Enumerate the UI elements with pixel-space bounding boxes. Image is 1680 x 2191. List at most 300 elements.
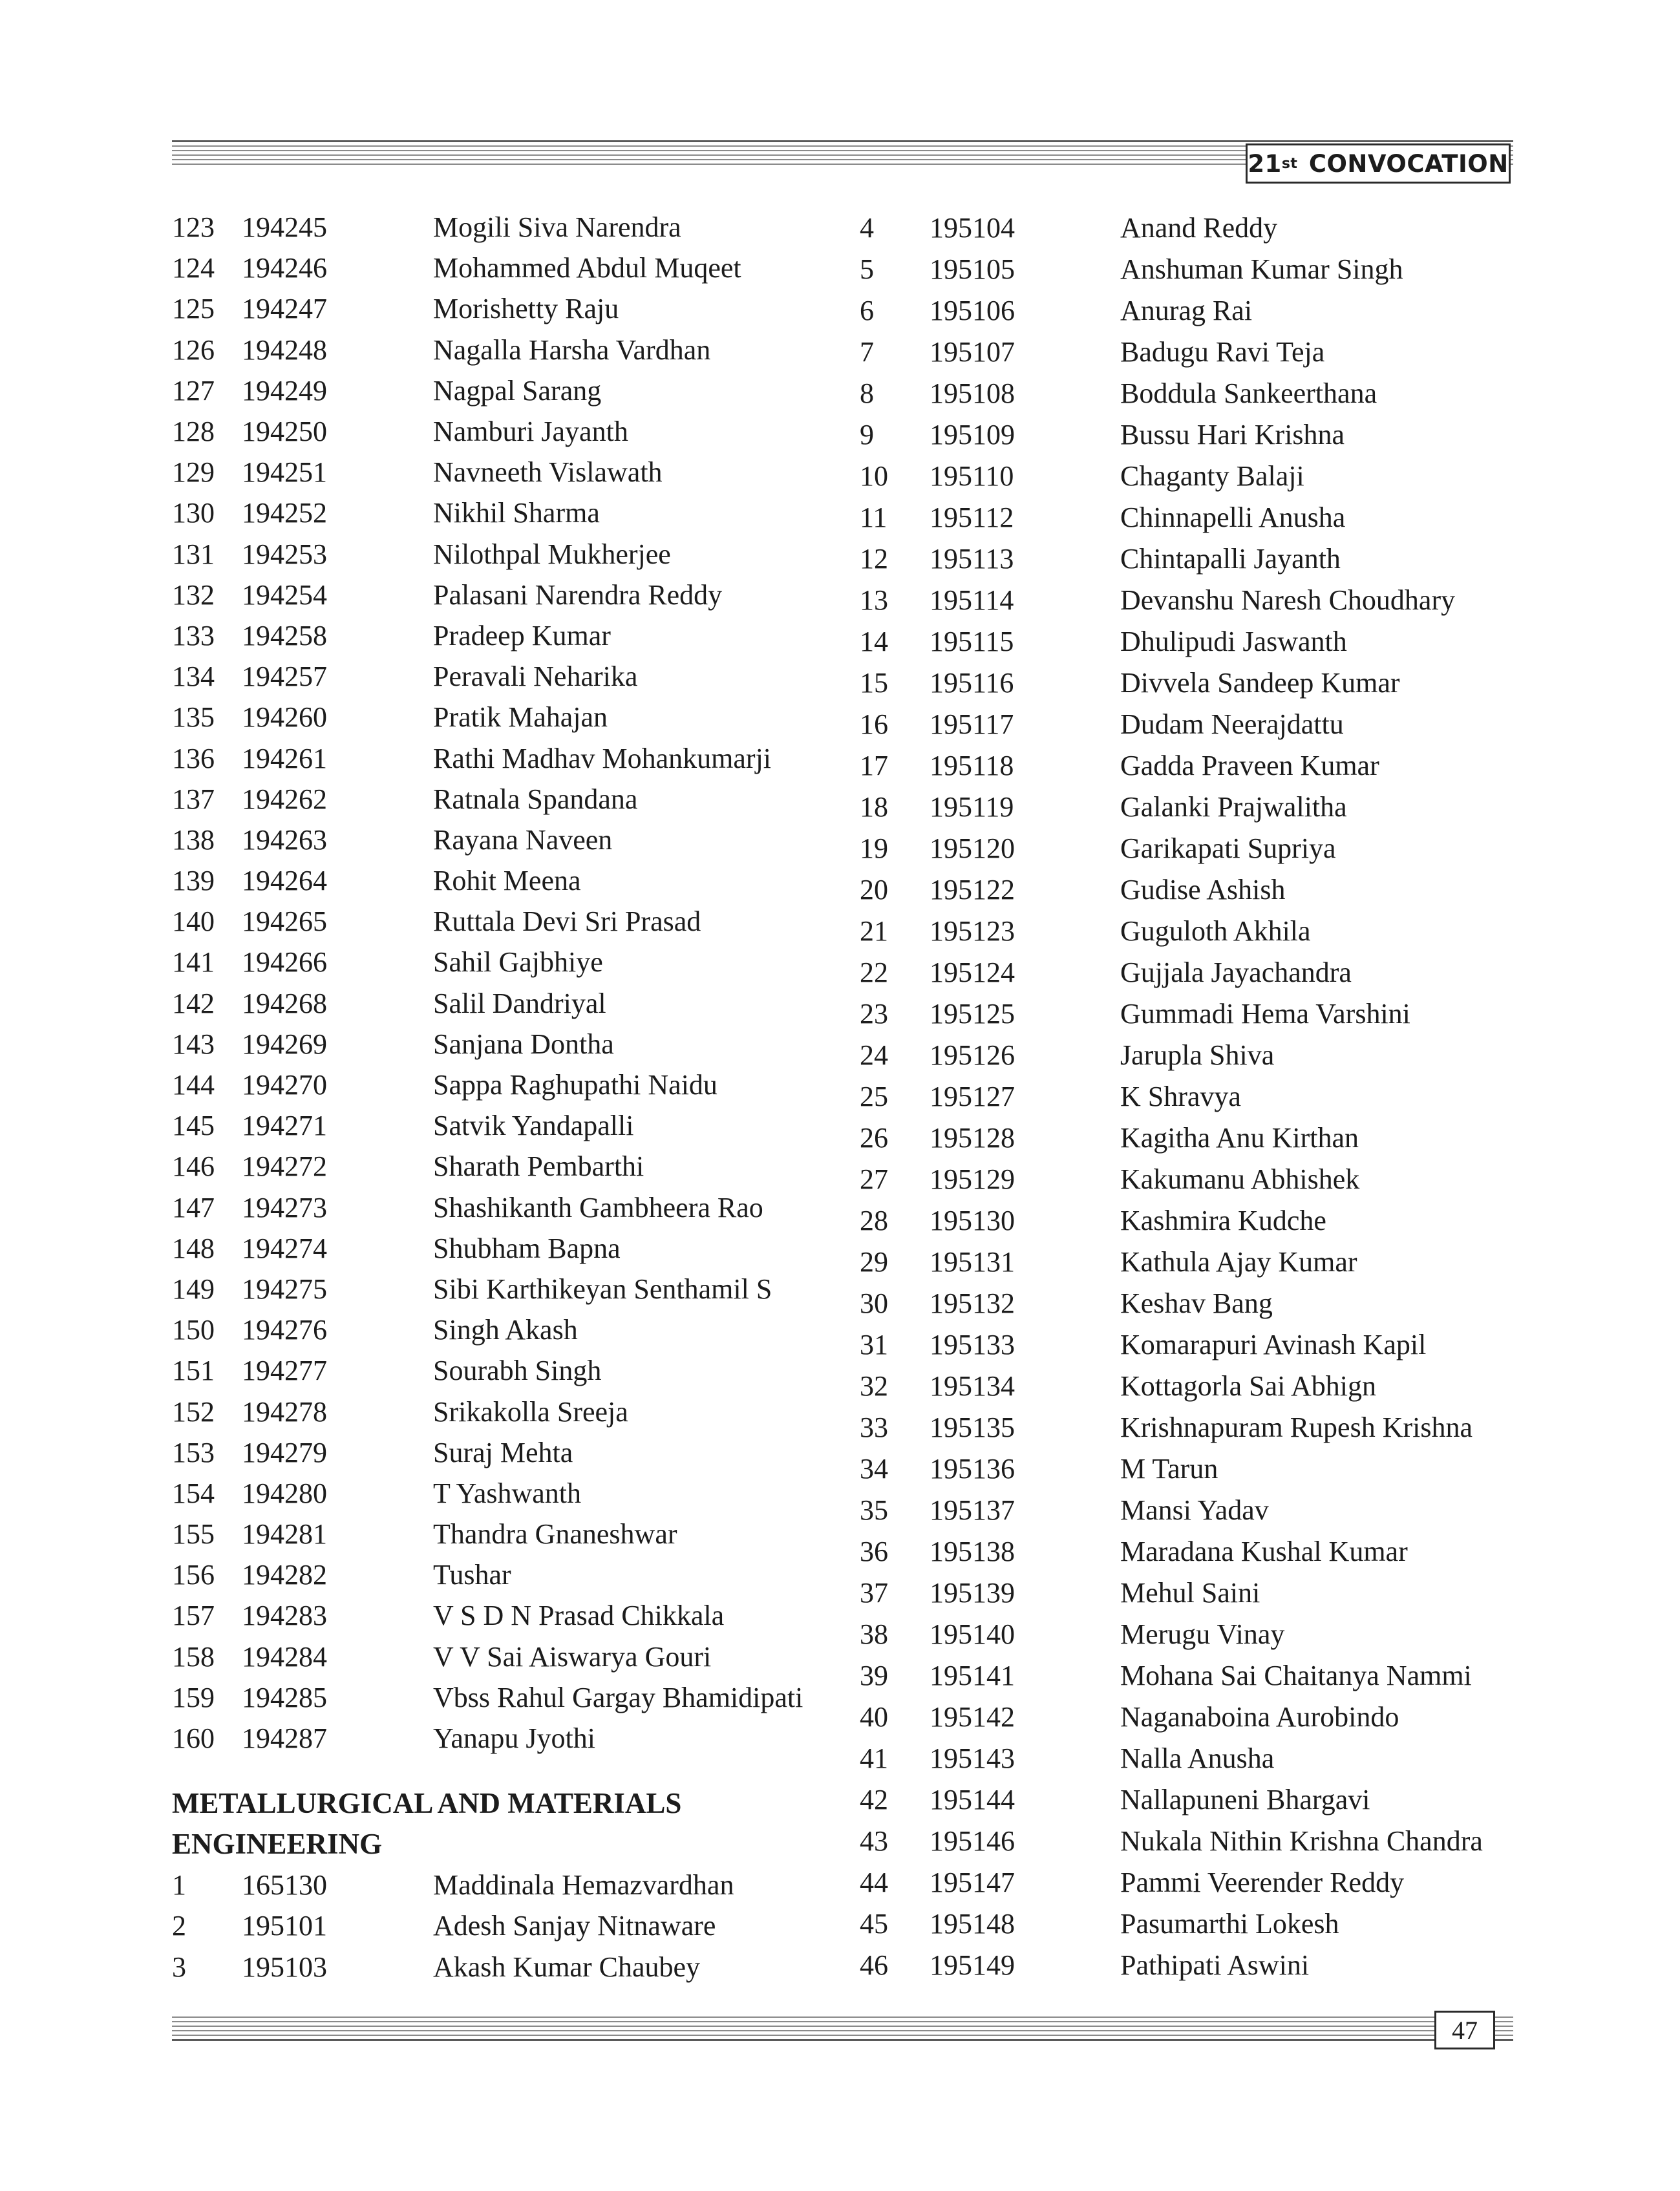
serial-number: 29	[860, 1245, 888, 1278]
roll-number: 194287	[242, 1722, 327, 1755]
student-name: Vbss Rahul Gargay Bhamidipati	[433, 1681, 803, 1713]
rule-line	[172, 2035, 1513, 2036]
serial-number: 153	[172, 1436, 215, 1468]
header-ordinal: 21	[1248, 149, 1282, 178]
serial-number: 16	[860, 708, 888, 740]
student-name: Devanshu Naresh Choudhary	[1120, 584, 1456, 616]
table-row	[860, 1282, 1519, 1324]
serial-number: 133	[172, 619, 215, 651]
roll-number: 195139	[930, 1576, 1015, 1609]
table-row	[860, 331, 1519, 372]
student-name: Chinnapelli Anusha	[1120, 501, 1346, 533]
serial-number: 14	[860, 625, 888, 657]
roll-number: 194261	[242, 742, 327, 774]
serial-number: 159	[172, 1681, 215, 1713]
serial-number: 43	[860, 1825, 888, 1857]
serial-number: 11	[860, 501, 888, 533]
roll-number: 195136	[930, 1452, 1015, 1485]
serial-number: 149	[172, 1273, 215, 1305]
rule-line	[172, 2016, 1513, 2018]
roll-number: 195130	[930, 1204, 1015, 1236]
serial-number: 125	[172, 293, 215, 325]
table-row	[860, 1655, 1519, 1696]
student-name: Mansi Yadav	[1120, 1494, 1269, 1526]
roll-number: 195146	[930, 1825, 1015, 1857]
table-row	[172, 1105, 831, 1146]
serial-number: 139	[172, 865, 215, 897]
student-name: Boddula Sankeerthana	[1120, 377, 1377, 409]
table-row	[860, 662, 1519, 703]
serial-number: 128	[172, 416, 215, 448]
roll-number: 195103	[242, 1951, 327, 1983]
roll-number: 195110	[930, 460, 1014, 492]
header-title: CONVOCATION	[1308, 149, 1509, 178]
roll-number: 194271	[242, 1110, 327, 1142]
table-row	[172, 288, 831, 329]
table-row	[860, 620, 1519, 662]
table-row	[172, 737, 831, 778]
table-row	[172, 1146, 831, 1187]
roll-number: 194269	[242, 1028, 327, 1060]
roll-number: 194262	[242, 783, 327, 815]
table-row	[172, 1269, 831, 1309]
roll-number: 194249	[242, 374, 327, 407]
serial-number: 35	[860, 1494, 888, 1526]
right-column	[860, 207, 1519, 1985]
roll-number: 194247	[242, 293, 327, 325]
roll-number: 195142	[930, 1700, 1015, 1733]
roll-number: 194273	[242, 1191, 327, 1223]
roll-number: 195134	[930, 1370, 1015, 1402]
student-name: Sibi Karthikeyan Senthamil S	[433, 1273, 772, 1305]
student-name: Chaganty Balaji	[1120, 460, 1304, 492]
student-name: Pammi Veerender Reddy	[1120, 1866, 1405, 1898]
student-name: Rathi Madhav Mohankumarji	[433, 742, 772, 774]
table-row	[172, 330, 831, 370]
table-row	[860, 1324, 1519, 1365]
serial-number: 127	[172, 374, 215, 407]
serial-number: 7	[860, 335, 874, 368]
roll-number: 195131	[930, 1245, 1015, 1278]
serial-number: 140	[172, 905, 215, 938]
student-name: Sahil Gajbhiye	[433, 946, 603, 979]
roll-number: 194252	[242, 497, 327, 529]
student-name: T Yashwanth	[433, 1477, 582, 1509]
roll-number: 195108	[930, 377, 1015, 409]
serial-number: 17	[860, 749, 888, 781]
roll-number: 195133	[930, 1328, 1015, 1360]
serial-number: 36	[860, 1535, 888, 1567]
roll-number: 195113	[930, 542, 1014, 575]
table-row	[860, 1779, 1519, 1820]
table-row	[860, 869, 1519, 910]
table-row	[860, 1820, 1519, 1861]
student-name: Kagitha Anu Kirthan	[1120, 1121, 1359, 1154]
student-name: Sappa Raghupathi Naidu	[433, 1069, 718, 1101]
serial-number: 141	[172, 946, 215, 979]
student-name: Gujjala Jayachandra	[1120, 956, 1352, 988]
serial-number: 25	[860, 1080, 888, 1112]
table-row	[860, 455, 1519, 496]
student-name: Rayana Naveen	[433, 823, 613, 856]
student-name: M Tarun	[1120, 1452, 1218, 1485]
student-name: Nalla Anusha	[1120, 1742, 1275, 1774]
roll-number: 194268	[242, 987, 327, 1019]
roll-number: 195144	[930, 1783, 1015, 1815]
table-row	[172, 370, 831, 411]
section-heading	[172, 1783, 831, 1865]
serial-number: 132	[172, 578, 215, 611]
roll-number: 195140	[930, 1618, 1015, 1650]
serial-number: 160	[172, 1722, 215, 1755]
serial-number: 44	[860, 1866, 888, 1898]
serial-number: 152	[172, 1395, 215, 1428]
roll-number: 194281	[242, 1518, 327, 1551]
serial-number: 126	[172, 333, 215, 366]
table-row	[172, 1024, 831, 1064]
table-row	[860, 1158, 1519, 1200]
section-heading-line2: ENGINEERING	[172, 1828, 383, 1861]
serial-number: 46	[860, 1949, 888, 1981]
student-name: Galanki Prajwalitha	[1120, 790, 1347, 823]
serial-number: 10	[860, 460, 888, 492]
serial-number: 24	[860, 1039, 888, 1071]
serial-number: 135	[172, 701, 215, 734]
serial-number: 34	[860, 1452, 888, 1485]
serial-number: 9	[860, 418, 874, 450]
table-row	[860, 1448, 1519, 1489]
roll-number: 195104	[930, 211, 1015, 244]
serial-number: 33	[860, 1411, 888, 1443]
serial-number: 151	[172, 1355, 215, 1387]
table-row	[172, 248, 831, 288]
table-row	[860, 910, 1519, 951]
serial-number: 28	[860, 1204, 888, 1236]
roll-number: 194265	[242, 905, 327, 938]
serial-number: 27	[860, 1163, 888, 1195]
roll-number: 194282	[242, 1559, 327, 1591]
serial-number: 12	[860, 542, 888, 575]
table-row	[860, 1365, 1519, 1406]
student-name: Singh Akash	[433, 1314, 578, 1346]
roll-number: 195114	[930, 584, 1014, 616]
serial-number: 6	[860, 294, 874, 326]
serial-number: 15	[860, 666, 888, 699]
roll-number: 194276	[242, 1314, 327, 1346]
student-name: Srikakolla Sreeja	[433, 1395, 628, 1428]
serial-number: 21	[860, 915, 888, 947]
table-row	[172, 1595, 831, 1636]
table-row	[860, 745, 1519, 786]
table-row	[860, 1861, 1519, 1903]
table-row	[172, 1636, 831, 1677]
table-row	[860, 579, 1519, 620]
student-name: Nikhil Sharma	[433, 497, 600, 529]
serial-number: 146	[172, 1150, 215, 1183]
serial-number: 156	[172, 1559, 215, 1591]
roll-number: 194253	[242, 538, 327, 570]
table-row	[172, 1187, 831, 1228]
roll-number: 194245	[242, 211, 327, 244]
roll-number: 195109	[930, 418, 1015, 450]
student-name: Dhulipudi Jaswanth	[1120, 625, 1347, 657]
student-name: Dudam Neerajdattu	[1120, 708, 1344, 740]
student-name: Garikapati Supriya	[1120, 832, 1336, 864]
student-name: Morishetty Raju	[433, 293, 619, 325]
table-row	[860, 1903, 1519, 1944]
student-name: Jarupla Shiva	[1120, 1039, 1275, 1071]
roll-number: 195118	[930, 749, 1014, 781]
roll-number: 195141	[930, 1659, 1015, 1691]
student-name: Badugu Ravi Teja	[1120, 335, 1325, 368]
roll-number: 194250	[242, 416, 327, 448]
serial-number: 18	[860, 790, 888, 823]
table-row	[860, 414, 1519, 455]
roll-number: 195149	[930, 1949, 1015, 1981]
table-row	[860, 372, 1519, 414]
table-row	[860, 1530, 1519, 1572]
student-name: Komarapuri Avinash Kapil	[1120, 1328, 1427, 1360]
serial-number: 5	[860, 253, 874, 285]
table-row	[860, 1406, 1519, 1448]
student-name: Krishnapuram Rupesh Krishna	[1120, 1411, 1473, 1443]
student-name: Pasumarthi Lokesh	[1120, 1907, 1339, 1940]
student-name: Mohana Sai Chaitanya Nammi	[1120, 1659, 1472, 1691]
student-name: V V Sai Aiswarya Gouri	[433, 1640, 712, 1673]
student-name: Kottagorla Sai Abhign	[1120, 1370, 1376, 1402]
rule-line	[172, 2039, 1513, 2041]
roll-number: 194254	[242, 578, 327, 611]
student-name: Nukala Nithin Krishna Chandra	[1120, 1825, 1483, 1857]
serial-number: 155	[172, 1518, 215, 1551]
student-name: Anshuman Kumar Singh	[1120, 253, 1403, 285]
student-name: Navneeth Vislawath	[433, 456, 663, 489]
student-name: Tushar	[433, 1559, 511, 1591]
table-row	[860, 1737, 1519, 1779]
roll-number: 195132	[930, 1287, 1015, 1319]
student-name: Thandra Gnaneshwar	[433, 1518, 677, 1551]
table-row	[172, 779, 831, 820]
student-name: Namburi Jayanth	[433, 416, 628, 448]
student-name: Sourabh Singh	[433, 1355, 602, 1387]
table-row	[172, 1432, 831, 1473]
student-name: Kathula Ajay Kumar	[1120, 1245, 1357, 1278]
student-name: Maradana Kushal Kumar	[1120, 1535, 1408, 1567]
student-name: Ratnala Spandana	[433, 783, 638, 815]
table-row	[860, 496, 1519, 538]
table-row	[860, 1034, 1519, 1075]
serial-number: 129	[172, 456, 215, 489]
roll-number: 195106	[930, 294, 1015, 326]
serial-number: 143	[172, 1028, 215, 1060]
rule-line	[172, 2026, 1513, 2027]
footer-rules	[172, 2016, 1513, 2044]
serial-number: 37	[860, 1576, 888, 1609]
serial-number: 26	[860, 1121, 888, 1154]
student-name: Gummadi Hema Varshini	[1120, 997, 1410, 1030]
student-name: Nagpal Sarang	[433, 374, 602, 407]
student-name: Pathipati Aswini	[1120, 1949, 1310, 1981]
serial-number: 31	[860, 1328, 888, 1360]
table-row	[860, 786, 1519, 827]
student-name: Naganaboina Aurobindo	[1120, 1700, 1399, 1733]
table-row	[172, 1514, 831, 1554]
table-row	[172, 983, 831, 1024]
student-name: Maddinala Hemazvardhan	[433, 1869, 734, 1901]
roll-number: 195126	[930, 1039, 1015, 1071]
convocation-header	[1246, 143, 1511, 184]
roll-number: 195147	[930, 1866, 1015, 1898]
serial-number: 4	[860, 211, 874, 244]
serial-number: 144	[172, 1069, 215, 1101]
table-row	[860, 1117, 1519, 1158]
roll-number: 194279	[242, 1436, 327, 1468]
student-name: Mohammed Abdul Muqeet	[433, 252, 741, 284]
student-name: Pradeep Kumar	[433, 619, 611, 651]
student-name: Palasani Narendra Reddy	[433, 578, 723, 611]
roll-number: 195128	[930, 1121, 1015, 1154]
roll-number: 194248	[242, 333, 327, 366]
roll-number: 195123	[930, 915, 1015, 947]
table-row	[860, 951, 1519, 993]
serial-number: 1	[172, 1869, 186, 1901]
table-row	[172, 656, 831, 697]
student-name: Divvela Sandeep Kumar	[1120, 666, 1400, 699]
serial-number: 32	[860, 1370, 888, 1402]
roll-number: 195127	[930, 1080, 1015, 1112]
serial-number: 42	[860, 1783, 888, 1815]
student-name: Chintapalli Jayanth	[1120, 542, 1341, 575]
roll-number: 194270	[242, 1069, 327, 1101]
table-row	[860, 538, 1519, 579]
student-name: Bussu Hari Krishna	[1120, 418, 1345, 450]
roll-number: 195129	[930, 1163, 1015, 1195]
section-heading-line1: METALLURGICAL AND MATERIALS	[172, 1787, 682, 1820]
serial-number: 158	[172, 1640, 215, 1673]
table-row	[172, 820, 831, 860]
roll-number: 195148	[930, 1907, 1015, 1940]
table-row	[860, 703, 1519, 745]
student-name: Suraj Mehta	[433, 1436, 573, 1468]
header-ordinal-suffix: st	[1281, 155, 1298, 172]
roll-number: 195119	[930, 790, 1014, 823]
roll-number: 194258	[242, 619, 327, 651]
serial-number: 124	[172, 252, 215, 284]
roll-number: 195116	[930, 666, 1014, 699]
serial-number: 145	[172, 1110, 215, 1142]
student-name: Nagalla Harsha Vardhan	[433, 333, 711, 366]
student-name: Sanjana Dontha	[433, 1028, 614, 1060]
table-row	[860, 1572, 1519, 1613]
serial-number: 138	[172, 823, 215, 856]
serial-number: 45	[860, 1907, 888, 1940]
serial-number: 23	[860, 997, 888, 1030]
student-name: Salil Dandriyal	[433, 987, 606, 1019]
table-row	[172, 1718, 831, 1759]
serial-number: 123	[172, 211, 215, 244]
table-row	[172, 534, 831, 575]
serial-number: 8	[860, 377, 874, 409]
table-row	[172, 1391, 831, 1432]
table-row	[172, 1064, 831, 1105]
serial-number: 20	[860, 873, 888, 905]
student-name: V S D N Prasad Chikkala	[433, 1600, 725, 1632]
roll-number: 195143	[930, 1742, 1015, 1774]
table-row	[172, 901, 831, 942]
rule-line	[172, 2021, 1513, 2022]
serial-number: 38	[860, 1618, 888, 1650]
roll-number: 194266	[242, 946, 327, 979]
serial-number: 142	[172, 987, 215, 1019]
graduate-list-right	[860, 207, 1519, 1985]
serial-number: 19	[860, 832, 888, 864]
serial-number: 41	[860, 1742, 888, 1774]
left-column	[172, 207, 831, 1987]
roll-number: 195115	[930, 625, 1014, 657]
student-name: Guguloth Akhila	[1120, 915, 1311, 947]
student-name: Satvik Yandapalli	[433, 1110, 634, 1142]
table-row	[860, 1075, 1519, 1117]
student-name: Rohit Meena	[433, 865, 581, 897]
table-row	[172, 1350, 831, 1391]
student-name: Peravali Neharika	[433, 661, 638, 693]
student-name: Shashikanth Gambheera Rao	[433, 1191, 763, 1223]
serial-number: 40	[860, 1700, 888, 1733]
student-name: Pratik Mahajan	[433, 701, 608, 734]
table-row	[860, 290, 1519, 331]
student-name: Nilothpal Mukherjee	[433, 538, 671, 570]
student-name: Akash Kumar Chaubey	[433, 1951, 701, 1983]
roll-number: 195137	[930, 1494, 1015, 1526]
graduate-list-section	[172, 1865, 831, 1987]
serial-number: 39	[860, 1659, 888, 1691]
roll-number: 194272	[242, 1150, 327, 1183]
student-name: Shubham Bapna	[433, 1232, 621, 1264]
student-name: Kashmira Kudche	[1120, 1204, 1326, 1236]
table-row	[172, 411, 831, 452]
roll-number: 195138	[930, 1535, 1015, 1567]
roll-number: 194251	[242, 456, 327, 489]
table-row	[172, 860, 831, 901]
roll-number: 194260	[242, 701, 327, 734]
table-row	[860, 1944, 1519, 1985]
roll-number: 195135	[930, 1411, 1015, 1443]
roll-number: 194277	[242, 1355, 327, 1387]
page-number: 47	[1434, 2011, 1495, 2049]
graduate-list-left	[172, 207, 831, 1759]
table-row	[860, 1696, 1519, 1737]
student-name: Mehul Saini	[1120, 1576, 1260, 1609]
student-name: K Shravya	[1120, 1080, 1241, 1112]
roll-number: 194278	[242, 1395, 327, 1428]
table-row	[172, 1947, 831, 1987]
student-name: Gudise Ashish	[1120, 873, 1286, 905]
student-name: Anand Reddy	[1120, 211, 1278, 244]
table-row	[860, 1613, 1519, 1655]
table-row	[172, 1228, 831, 1269]
table-row	[172, 942, 831, 982]
student-name: Gadda Praveen Kumar	[1120, 749, 1379, 781]
student-name: Nallapuneni Bhargavi	[1120, 1783, 1370, 1815]
table-row	[172, 207, 831, 248]
table-row	[172, 575, 831, 615]
serial-number: 154	[172, 1477, 215, 1509]
serial-number: 157	[172, 1600, 215, 1632]
roll-number: 194246	[242, 252, 327, 284]
serial-number: 136	[172, 742, 215, 774]
table-row	[172, 1677, 831, 1718]
table-row	[172, 1554, 831, 1595]
